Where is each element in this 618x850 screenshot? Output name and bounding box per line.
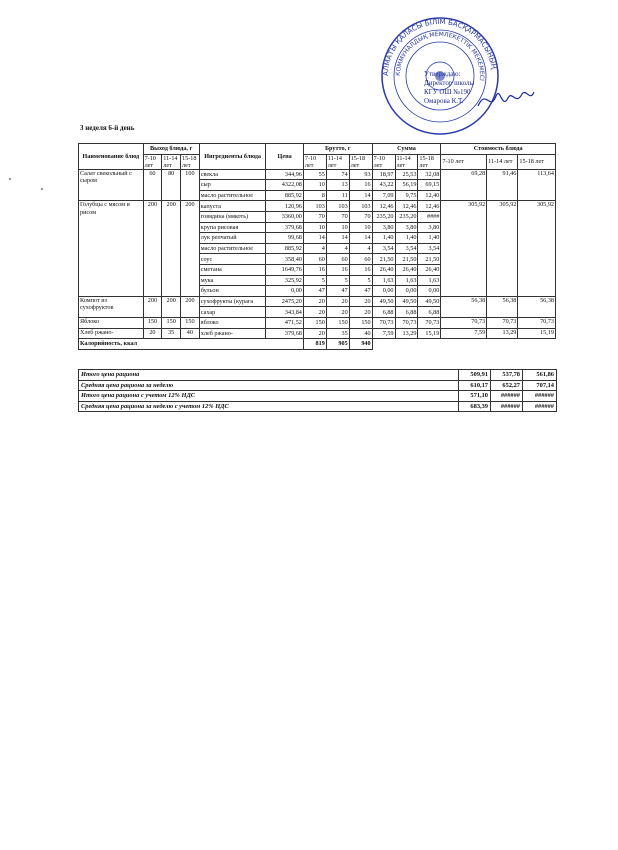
calories-label: Калорийность, ккал — [79, 339, 304, 350]
header-sum: Сумма — [372, 144, 441, 155]
sum-value: 1,40 — [418, 233, 441, 244]
brutto-value: 150 — [349, 317, 372, 328]
ingredient-price: 99,68 — [266, 233, 303, 244]
sum-value: 235,20 — [372, 211, 395, 222]
brutto-value: 74 — [326, 169, 349, 180]
ingredient-name: сахар — [199, 307, 266, 318]
scan-speck — [41, 188, 43, 190]
totals-value: 561,86 — [523, 370, 557, 381]
ingredient-name: яблоко — [199, 317, 266, 328]
header-cost: Стоимость блюда — [441, 144, 556, 155]
totals-label: Итого цена рациона с учетом 12% НДС — [79, 391, 459, 402]
ingredient-price: 120,96 — [266, 201, 303, 212]
sum-value: 1,63 — [418, 275, 441, 286]
totals-value: 683,39 — [459, 401, 491, 412]
brutto-value: 10 — [349, 222, 372, 233]
brutto-value: 16 — [349, 180, 372, 191]
totals-value: 571,10 — [459, 391, 491, 402]
brutto-value: 20 — [303, 296, 326, 307]
sum-value: 235,20 — [395, 211, 418, 222]
brutto-value: 70 — [349, 211, 372, 222]
dish-yield: 150 — [181, 317, 200, 328]
header-sum-age: 15-18 лет — [418, 154, 441, 169]
sum-value: 70,73 — [418, 317, 441, 328]
sum-value: 26,40 — [418, 264, 441, 275]
dish-cost: 113,64 — [518, 169, 556, 201]
svg-text:КОММУНАЛДЫҚ МЕМЛЕКЕТТІК МЕКЕМЕ: КОММУНАЛДЫҚ МЕМЛЕКЕТТІК МЕКЕМЕСІ — [394, 30, 486, 82]
header-sum-age: 11-14 лет — [395, 154, 418, 169]
brutto-value: 5 — [303, 275, 326, 286]
ingredient-name: капуста — [199, 201, 266, 212]
totals-label: Средняя цена рациона за неделю — [79, 380, 459, 391]
sum-value: 49,50 — [418, 296, 441, 307]
table-row — [79, 201, 556, 212]
calories-value: 905 — [326, 339, 349, 350]
brutto-value: 20 — [303, 307, 326, 318]
totals-value: 537,78 — [491, 370, 523, 381]
sum-value: 12,46 — [418, 201, 441, 212]
ingredient-name: бульон — [199, 286, 266, 297]
brutto-value: 103 — [349, 201, 372, 212]
dish-cost: 70,73 — [441, 317, 487, 328]
header-cost-age: 11-14 лет — [487, 154, 518, 169]
brutto-value: 10 — [303, 222, 326, 233]
table-row — [79, 296, 556, 307]
brutto-value: 20 — [326, 307, 349, 318]
totals-row — [79, 370, 557, 381]
brutto-value: 55 — [303, 169, 326, 180]
dish-yield: 200 — [143, 296, 162, 317]
sum-value: 70,73 — [372, 317, 395, 328]
ingredient-name: хлеб ржано- — [199, 328, 266, 339]
sum-value: 43,22 — [372, 180, 395, 191]
sum-value: 0,00 — [418, 286, 441, 297]
totals-value: 509,91 — [459, 370, 491, 381]
header-brutto: Брутто, г — [303, 144, 372, 155]
header-brutto-age: 11-14 лет — [326, 154, 349, 169]
sum-value: 12,46 — [372, 201, 395, 212]
dish-cost: 15,19 — [518, 328, 556, 339]
ingredient-price: 358,40 — [266, 254, 303, 265]
sum-value: 3,80 — [418, 222, 441, 233]
sum-value: 56,19 — [395, 180, 418, 191]
dish-yield: 20 — [143, 328, 162, 339]
dish-yield: 60 — [143, 169, 162, 201]
dish-cost: 7,59 — [441, 328, 487, 339]
header-sum-age: 7-10 лет — [372, 154, 395, 169]
brutto-value: 14 — [349, 233, 372, 244]
sum-value: 3,54 — [418, 243, 441, 254]
brutto-value: 5 — [349, 275, 372, 286]
brutto-value: 103 — [303, 201, 326, 212]
brutto-value: 10 — [326, 222, 349, 233]
header-cost-age: 7-10 лет — [441, 154, 487, 169]
sum-value: 26,40 — [372, 264, 395, 275]
dish-yield: 200 — [181, 201, 200, 296]
sum-value: 70,73 — [395, 317, 418, 328]
totals-label: Итого цена рациона — [79, 370, 459, 381]
brutto-value: 11 — [326, 190, 349, 201]
sum-value: 21,50 — [372, 254, 395, 265]
approval-line-2: Директор школы — [424, 79, 475, 87]
ingredient-price: 3360,00 — [266, 211, 303, 222]
ingredient-name: лук репчатый — [199, 233, 266, 244]
dish-yield: 200 — [181, 296, 200, 317]
header-yield: Выход блюда, г — [143, 144, 199, 155]
brutto-value: 16 — [349, 264, 372, 275]
sum-value: 69,15 — [418, 180, 441, 191]
brutto-value: 150 — [303, 317, 326, 328]
ingredient-price: 0,00 — [266, 286, 303, 297]
sum-value: 7,09 — [372, 190, 395, 201]
sum-value: 12,46 — [395, 201, 418, 212]
ingredient-price: 325,92 — [266, 275, 303, 286]
sum-value: 25,53 — [395, 169, 418, 180]
dish-name: Хлеб ржано- — [79, 328, 144, 339]
ingredient-name: сметана — [199, 264, 266, 275]
ingredient-price: 344,96 — [266, 169, 303, 180]
totals-row — [79, 380, 557, 391]
sum-value: 1,63 — [372, 275, 395, 286]
dish-name: Компот из сухофруктов — [79, 296, 144, 317]
totals-value: 610,17 — [459, 380, 491, 391]
totals-table — [78, 369, 557, 412]
brutto-value: 70 — [303, 211, 326, 222]
sum-value: 0,00 — [395, 286, 418, 297]
brutto-value: 4 — [349, 243, 372, 254]
header-cost-age: 15-18 лет — [518, 154, 556, 169]
ingredient-name: свекла — [199, 169, 266, 180]
sum-value: 0,00 — [372, 286, 395, 297]
brutto-value: 20 — [349, 307, 372, 318]
brutto-value: 16 — [326, 264, 349, 275]
ingredient-name: масло растительное — [199, 243, 266, 254]
sum-value: 7,59 — [372, 328, 395, 339]
brutto-value: 60 — [303, 254, 326, 265]
table-row — [79, 317, 556, 328]
dish-yield: 40 — [181, 328, 200, 339]
brutto-value: 70 — [326, 211, 349, 222]
dish-cost: 70,73 — [487, 317, 518, 328]
ingredient-name: крупа рисовая — [199, 222, 266, 233]
totals-value: ###### — [523, 401, 557, 412]
calories-value: 940 — [349, 339, 372, 350]
dish-name: Яблоко — [79, 317, 144, 328]
dish-cost: 69,28 — [441, 169, 487, 201]
ingredient-price: 1649,76 — [266, 264, 303, 275]
ingredient-name: соус — [199, 254, 266, 265]
sum-value: 21,50 — [395, 254, 418, 265]
totals-value: ###### — [491, 401, 523, 412]
ingredient-name: говядина (мякоть) — [199, 211, 266, 222]
ingredient-price: 379,68 — [266, 328, 303, 339]
header-brutto-age: 15-18 лет — [349, 154, 372, 169]
sum-value: 6,88 — [395, 307, 418, 318]
header-yield-age: 11-14 лет — [162, 154, 181, 169]
approval-line-1: Утверждаю: — [424, 70, 461, 78]
svg-text:АЛМАТЫ ҚАЛАСЫ БІЛІМ БАСҚАРМАСЫ: АЛМАТЫ ҚАЛАСЫ БІЛІМ БАСҚАРМАСЫНЫҢ — [381, 17, 498, 77]
ingredient-price: 2475,20 — [266, 296, 303, 307]
header-ingredients: Ингредиенты блюда — [199, 144, 266, 170]
sum-value: 21,50 — [418, 254, 441, 265]
sum-value: 26,40 — [395, 264, 418, 275]
sum-value: 12,40 — [418, 190, 441, 201]
dish-cost: 91,46 — [487, 169, 518, 201]
approval-line-4: Омарова К.Т. — [424, 97, 464, 105]
dish-cost: 305,92 — [518, 201, 556, 296]
brutto-value: 47 — [303, 286, 326, 297]
ingredient-name: масло растительное — [199, 190, 266, 201]
brutto-value: 35 — [326, 328, 349, 339]
totals-value: 652,27 — [491, 380, 523, 391]
dish-cost: 56,38 — [518, 296, 556, 317]
sum-value: 1,63 — [395, 275, 418, 286]
totals-label: Средняя цена рациона за неделю с учетом 12% НДС — [79, 401, 459, 412]
dish-yield: 150 — [162, 317, 181, 328]
dish-cost: 70,73 — [518, 317, 556, 328]
dish-cost: 305,92 — [487, 201, 518, 296]
sum-value: 3,54 — [395, 243, 418, 254]
totals-value: 707,14 — [523, 380, 557, 391]
totals-row — [79, 401, 557, 412]
header-brutto-age: 7-10 лет — [303, 154, 326, 169]
dish-yield: 200 — [143, 201, 162, 296]
brutto-value: 60 — [326, 254, 349, 265]
sum-value: 1,40 — [372, 233, 395, 244]
sum-value: 49,50 — [372, 296, 395, 307]
ingredient-price: 379,68 — [266, 222, 303, 233]
header-yield-age: 15-18 лет — [181, 154, 200, 169]
dish-name: Салат свекольный с сыром — [79, 169, 144, 201]
dish-cost: 13,29 — [487, 328, 518, 339]
sum-value: #### — [418, 211, 441, 222]
ingredient-price: 885,92 — [266, 190, 303, 201]
approval-block — [424, 70, 474, 106]
dish-yield: 150 — [143, 317, 162, 328]
brutto-value: 5 — [326, 275, 349, 286]
brutto-value: 20 — [349, 296, 372, 307]
sum-value: 1,40 — [395, 233, 418, 244]
brutto-value: 47 — [326, 286, 349, 297]
brutto-value: 93 — [349, 169, 372, 180]
ingredient-price: 471,52 — [266, 317, 303, 328]
brutto-value: 40 — [349, 328, 372, 339]
menu-table — [78, 143, 556, 350]
brutto-value: 20 — [326, 296, 349, 307]
sum-value: 3,80 — [395, 222, 418, 233]
brutto-value: 60 — [349, 254, 372, 265]
brutto-value: 47 — [349, 286, 372, 297]
calories-value: 819 — [303, 339, 326, 350]
ingredient-price: 343,84 — [266, 307, 303, 318]
totals-value: ###### — [491, 391, 523, 402]
sum-value: 15,19 — [418, 328, 441, 339]
scan-speck — [9, 178, 11, 180]
brutto-value: 14 — [303, 233, 326, 244]
dish-cost: 56,38 — [441, 296, 487, 317]
brutto-value: 16 — [303, 264, 326, 275]
brutto-value: 8 — [303, 190, 326, 201]
dish-cost: 56,38 — [487, 296, 518, 317]
dish-yield: 100 — [181, 169, 200, 201]
header-yield-age: 7-10 лет — [143, 154, 162, 169]
brutto-value: 13 — [326, 180, 349, 191]
dish-yield: 35 — [162, 328, 181, 339]
approval-line-3: КГУ ОШ №190 — [424, 88, 471, 96]
sum-value: 49,50 — [395, 296, 418, 307]
table-row — [79, 169, 556, 180]
sum-value: 3,54 — [372, 243, 395, 254]
brutto-value: 14 — [326, 233, 349, 244]
header-dish: Наименование блюд — [79, 144, 144, 170]
sum-value: 3,80 — [372, 222, 395, 233]
table-row — [79, 328, 556, 339]
brutto-value: 150 — [326, 317, 349, 328]
brutto-value: 14 — [349, 190, 372, 201]
brutto-value: 4 — [303, 243, 326, 254]
dish-yield: 80 — [162, 169, 181, 201]
dish-yield: 200 — [162, 296, 181, 317]
sum-value: 13,29 — [395, 328, 418, 339]
brutto-value: 4 — [326, 243, 349, 254]
dish-cost: 305,92 — [441, 201, 487, 296]
day-title: 3 неделя 6-й день — [80, 124, 135, 132]
totals-value: ###### — [523, 391, 557, 402]
ingredient-name: мука — [199, 275, 266, 286]
brutto-value: 20 — [303, 328, 326, 339]
totals-row — [79, 391, 557, 402]
sum-value: 9,75 — [395, 190, 418, 201]
brutto-value: 10 — [303, 180, 326, 191]
sum-value: 6,88 — [372, 307, 395, 318]
header-price: Цена — [266, 144, 303, 170]
ingredient-price: 4322,08 — [266, 180, 303, 191]
signature-icon — [476, 84, 536, 114]
brutto-value: 103 — [326, 201, 349, 212]
sum-value: 18,97 — [372, 169, 395, 180]
sum-value: 32,08 — [418, 169, 441, 180]
ingredient-price: 885,92 — [266, 243, 303, 254]
ingredient-name: сухофрукты (курага — [199, 296, 266, 307]
sum-value: 6,88 — [418, 307, 441, 318]
dish-name: Голубцы с мясом и рисом — [79, 201, 144, 296]
ingredient-name: сыр — [199, 180, 266, 191]
dish-yield: 200 — [162, 201, 181, 296]
